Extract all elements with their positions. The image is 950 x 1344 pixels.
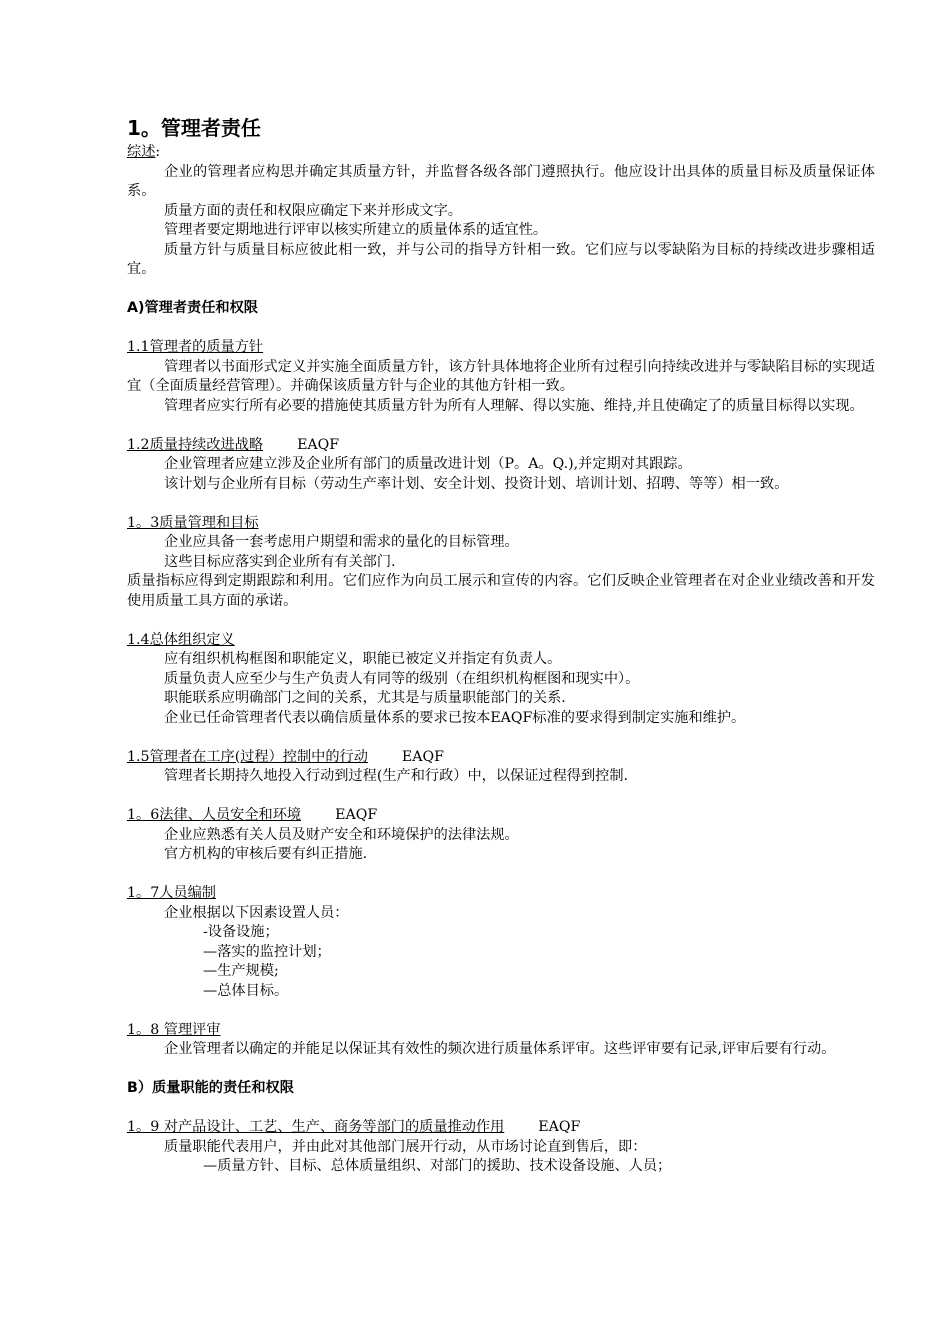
overview-colon: : bbox=[155, 144, 161, 160]
paragraph: 质量负责人应至少与生产负责人有同等的级别（在组织机构框图和现实中）。 bbox=[164, 670, 640, 687]
subsection-title: 1。8 管理评审 bbox=[127, 1021, 221, 1038]
paragraph: 企业管理者以确定的并能足以保证其有效性的频次进行质量体系评审。这些评审要有记录,评审后要有行动。 bbox=[164, 1041, 836, 1057]
subsection-1-3-heading bbox=[127, 514, 875, 534]
eaqf-tag: EAQF bbox=[538, 1119, 581, 1135]
paragraph: 这些目标应落实到企业所有有关部门. bbox=[164, 553, 396, 570]
subsection-1-4-heading bbox=[127, 631, 875, 651]
eaqf-tag: EAQF bbox=[297, 436, 340, 453]
subsection-title: 1。9 对产品设计、工艺、生产、商务等部门的质量推动作用 bbox=[127, 1119, 505, 1135]
paragraph: 企业管理者应建立涉及企业所有部门的质量改进计划（P。A。Q.),并定期对其跟踪。 bbox=[164, 456, 692, 472]
list-item: —质量方针、目标、总体质量组织、对部门的援助、技术设备设施、人员； bbox=[203, 1158, 672, 1174]
paragraph: 职能联系应明确部门之间的关系，尤其是与质量职能部门的关系. bbox=[164, 690, 566, 706]
paragraph: 该计划与企业所有目标（劳动生产率计划、安全计划、投资计划、培训计划、招聘、等等）相一致。 bbox=[164, 475, 789, 492]
paragraph: 管理者长期持久地投入行动到过程(生产和行政）中，以保证过程得到控制. bbox=[164, 768, 629, 784]
overview-paragraph: 管理者要定期地进行评审以核实所建立的质量体系的适宜性。 bbox=[164, 222, 548, 238]
subsection-title: 1.1管理者的质量方针 bbox=[127, 339, 264, 355]
subsection-1-8-heading bbox=[127, 1021, 875, 1041]
section-b-heading: B）质量职能的责任和权限 bbox=[127, 1080, 294, 1096]
overview-paragraph: 质量方面的责任和权限应确定下来并形成文字。 bbox=[164, 202, 462, 219]
list-item: —落实的监控计划； bbox=[203, 943, 331, 960]
subsection-1-2-heading bbox=[127, 436, 875, 456]
paragraph: 应有组织机构框图和职能定义，职能已被定义并指定有负责人。 bbox=[164, 651, 562, 667]
subsection-1-5-heading bbox=[127, 748, 875, 768]
section-a-heading: A)管理者责任和权限 bbox=[127, 300, 258, 316]
subsection-1-9-heading bbox=[127, 1118, 875, 1138]
paragraph: 官方机构的审核后要有纠正措施. bbox=[164, 846, 368, 862]
subsection-1-1-heading bbox=[127, 338, 875, 358]
chapter-title: 1。管理者责任 bbox=[127, 116, 261, 140]
paragraph: 管理者应实行所有必要的措施使其质量方针为所有人理解、得以实施、维持,并且使确定了的质量目标得以实现。 bbox=[164, 397, 864, 414]
overview-paragraph: 质量方针与质量目标应彼此相一致，并与公司的指导方针相一致。它们应与以零缺陷为目标的持续改进步骤相适宜。 bbox=[127, 241, 875, 277]
paragraph: 管理者以书面形式定义并实施全面质量方针，该方针具体地将企业所有过程引向持续改进并与零缺陷目标的实现适宜（全面质量经营管理）。并确保该质量方针与企业的其他方针相一致。 bbox=[127, 358, 875, 394]
subsection-title: 1.4总体组织定义 bbox=[127, 631, 235, 648]
paragraph: 企业根据以下因素设置人员： bbox=[164, 904, 349, 921]
list-item: —生产规模; bbox=[203, 963, 279, 979]
subsection-title: 1.2质量持续改进战略 bbox=[127, 436, 264, 453]
eaqf-tag: EAQF bbox=[401, 748, 444, 765]
subsection-title: 1.5管理者在工序(过程）控制中的行动 bbox=[127, 748, 368, 765]
subsection-title: 1。6法律、人员安全和环境 bbox=[127, 807, 302, 823]
overview-paragraph: 企业的管理者应构思并确定其质量方针，并监督各级各部门遵照执行。他应设计出具体的质量目标及质量保证体系。 bbox=[127, 163, 875, 199]
subsection-title: 1。3质量管理和目标 bbox=[127, 514, 259, 531]
subsection-title: 1。7人员编制 bbox=[127, 885, 216, 901]
paragraph: 质量指标应得到定期跟踪和利用。它们应作为向员工展示和宣传的内容。它们反映企业管理者在对企业业绩改善和开发使用质量工具方面的承诺。 bbox=[127, 573, 875, 609]
overview-heading bbox=[127, 143, 875, 163]
list-item: —总体目标。 bbox=[203, 982, 289, 999]
paragraph: 企业已任命管理者代表以确信质量体系的要求已按本EAQF标准的要求得到制定实施和维护。 bbox=[164, 709, 746, 726]
document-page bbox=[127, 112, 875, 1177]
paragraph: 质量职能代表用户，并由此对其他部门展开行动，从市场讨论直到售后，即： bbox=[164, 1138, 647, 1155]
subsection-1-7-heading bbox=[127, 884, 875, 904]
paragraph: 企业应熟悉有关人员及财产安全和环境保护的法律法规。 bbox=[164, 826, 519, 843]
eaqf-tag: EAQF bbox=[335, 807, 378, 823]
paragraph: 企业应具备一套考虑用户期望和需求的量化的目标管理。 bbox=[164, 534, 519, 550]
overview-label: 综述 bbox=[127, 144, 156, 160]
list-item: -设备设施； bbox=[203, 924, 279, 940]
subsection-1-6-heading bbox=[127, 806, 875, 826]
